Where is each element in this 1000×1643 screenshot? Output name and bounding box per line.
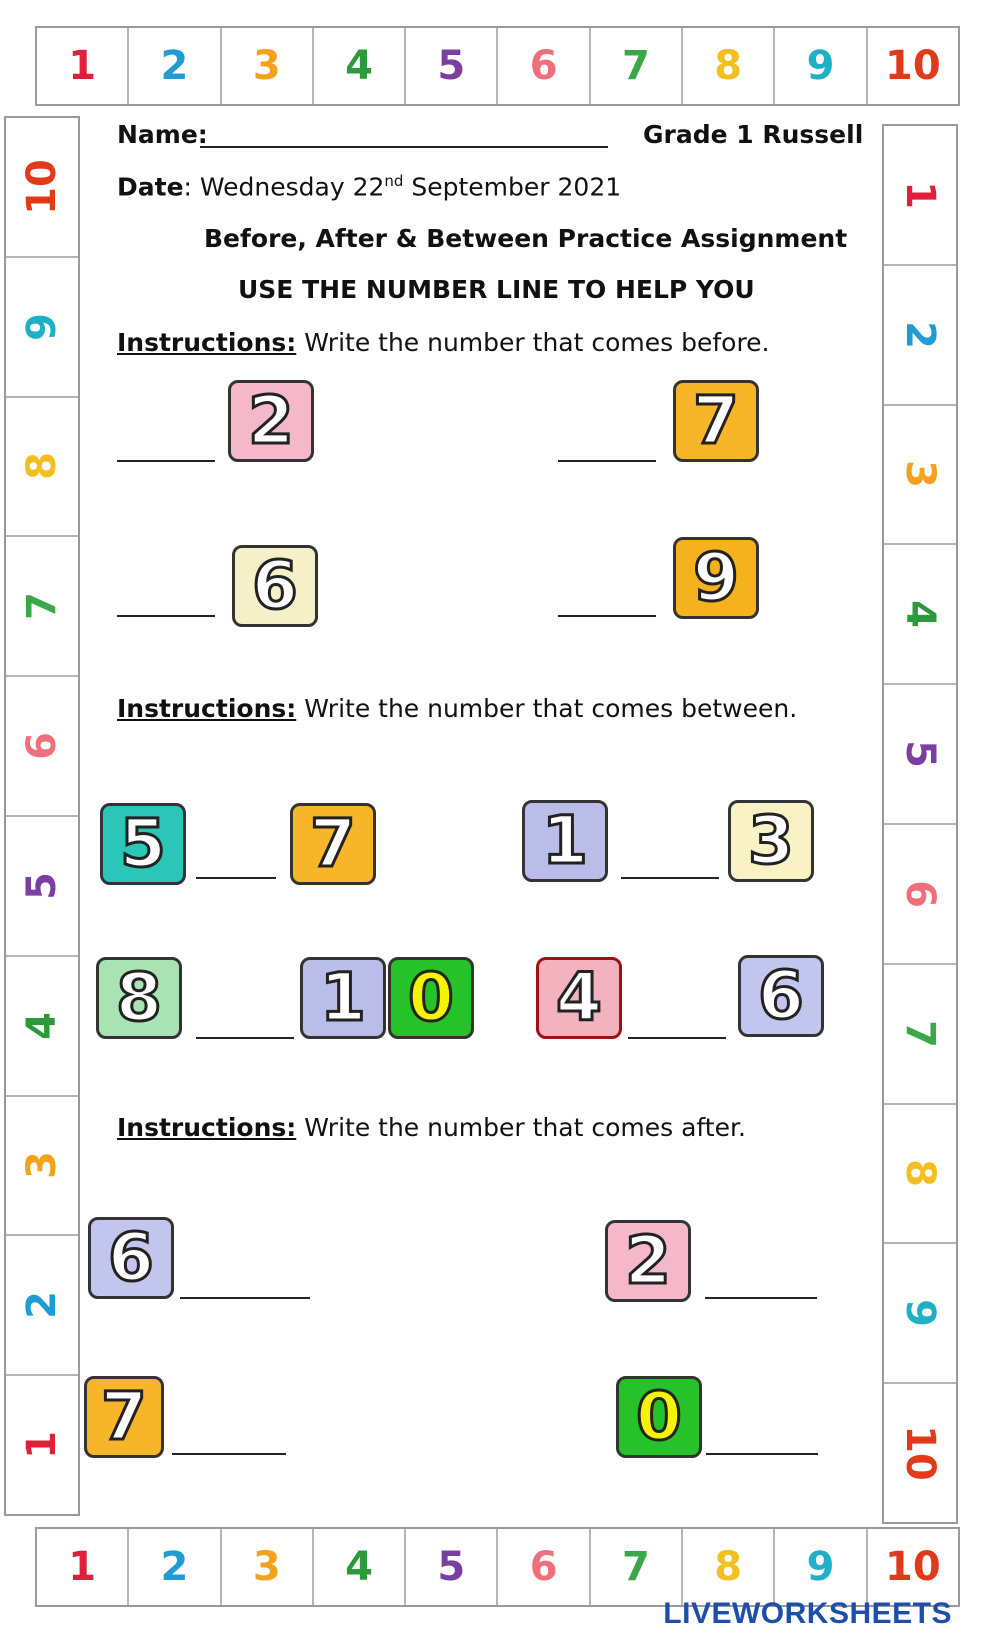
number-label: 7 (622, 43, 650, 89)
number-label: 5 (437, 1544, 466, 1590)
number-label: 6 (19, 732, 65, 760)
number-tile (616, 1376, 702, 1458)
tile-number: 5 (120, 805, 166, 882)
date-line (117, 172, 621, 201)
number-cell (222, 1529, 314, 1605)
number-tile (100, 803, 186, 885)
number-cell (884, 1384, 956, 1522)
number-tile (673, 537, 759, 619)
page-subtitle: USE THE NUMBER LINE TO HELP YOU (238, 275, 755, 304)
number-label: 3 (19, 1151, 65, 1180)
bottom-number-strip (35, 1527, 960, 1607)
number-cell (6, 118, 78, 258)
number-cell (683, 28, 775, 104)
number-label: 2 (897, 320, 943, 349)
answer-blank[interactable] (558, 615, 656, 617)
instructions-label: Instructions: (117, 694, 297, 723)
tile-number: 2 (248, 382, 294, 459)
number-label: 10 (18, 159, 65, 215)
number-tile (84, 1376, 164, 1458)
number-label: 1 (68, 43, 97, 89)
number-cell (683, 1529, 775, 1605)
number-cell (6, 957, 78, 1097)
number-cell (868, 28, 958, 104)
name-label: Name: (117, 120, 208, 149)
number-label: 1 (68, 1544, 97, 1590)
tile-number: 1 (542, 802, 588, 879)
number-tile (232, 545, 318, 627)
number-cell (884, 1105, 956, 1245)
number-label: 8 (19, 452, 65, 481)
tile-number: 7 (310, 805, 356, 882)
number-cell (498, 28, 590, 104)
number-label: 3 (897, 460, 943, 489)
top-number-strip (35, 26, 960, 106)
number-cell (406, 1529, 498, 1605)
answer-blank[interactable] (621, 877, 719, 879)
number-cell (6, 398, 78, 538)
number-tile (673, 380, 759, 462)
number-cell (884, 406, 956, 546)
answer-blank[interactable] (196, 1037, 294, 1039)
number-label: 7 (897, 1019, 943, 1048)
answer-blank[interactable] (705, 1297, 817, 1299)
number-cell (129, 28, 221, 104)
number-cell (775, 28, 867, 104)
left-number-strip (4, 116, 80, 1516)
number-label: 5 (897, 740, 943, 768)
number-cell (884, 965, 956, 1105)
number-cell (6, 258, 78, 398)
number-label: 5 (19, 871, 65, 900)
number-label: 4 (345, 1544, 373, 1590)
tile-number: 6 (758, 957, 804, 1034)
number-tile (728, 800, 814, 882)
number-label: 10 (884, 1544, 941, 1590)
name-field[interactable] (200, 146, 608, 148)
number-label: 1 (19, 1431, 65, 1459)
number-tile (290, 803, 376, 885)
instructions-text: Write the number that comes before. (296, 328, 770, 357)
liveworksheets-logo (663, 1597, 952, 1631)
tile-number: 9 (693, 539, 739, 616)
number-label: 4 (897, 600, 943, 629)
answer-blank[interactable] (558, 460, 656, 462)
instructions-between (117, 694, 797, 723)
right-number-strip (882, 124, 958, 1524)
number-cell (884, 545, 956, 685)
number-tile (605, 1220, 691, 1302)
number-cell (314, 28, 406, 104)
instructions-label: Instructions: (117, 1113, 297, 1142)
answer-blank[interactable] (172, 1453, 286, 1455)
number-tile (228, 380, 314, 462)
number-tile (388, 957, 474, 1039)
number-cell (884, 825, 956, 965)
answer-blank[interactable] (196, 877, 276, 879)
tile-number: 1 (320, 959, 366, 1036)
date-value-rest: September 2021 (403, 172, 622, 202)
number-tile (88, 1217, 174, 1299)
number-cell (6, 1376, 78, 1514)
instructions-text: Write the number that comes after. (296, 1113, 746, 1142)
number-label: 4 (19, 1011, 65, 1040)
answer-blank[interactable] (117, 460, 215, 462)
number-label: 6 (529, 1544, 558, 1590)
number-tile (96, 957, 182, 1039)
tile-number: 4 (556, 959, 602, 1036)
page-title: Before, After & Between Practice Assignment (204, 224, 848, 253)
number-cell (884, 266, 956, 406)
number-label: 2 (160, 43, 189, 89)
number-cell (6, 1097, 78, 1237)
answer-blank[interactable] (180, 1297, 310, 1299)
number-cell (406, 28, 498, 104)
answer-blank[interactable] (628, 1037, 726, 1039)
number-label: 7 (19, 592, 65, 621)
number-tile (522, 800, 608, 882)
number-cell (591, 28, 683, 104)
number-cell (6, 537, 78, 677)
number-tile (300, 957, 386, 1039)
tile-number: 0 (408, 959, 454, 1036)
tile-number: 0 (636, 1378, 682, 1455)
instructions-after (117, 1113, 746, 1142)
instructions-before (117, 328, 770, 357)
number-cell (6, 677, 78, 817)
instructions-text: Write the number that comes between. (296, 694, 798, 723)
answer-blank[interactable] (117, 615, 215, 617)
number-label: 3 (252, 43, 281, 89)
number-cell (498, 1529, 590, 1605)
tile-number: 7 (693, 382, 739, 459)
logo-text: LIVEWORKSHEETS (663, 1597, 952, 1630)
number-tile (738, 955, 824, 1037)
number-label: 9 (806, 43, 835, 89)
number-label: 1 (897, 180, 943, 209)
number-cell (129, 1529, 221, 1605)
number-label: 9 (897, 1299, 943, 1328)
date-label: Date (117, 172, 184, 202)
tile-number: 3 (748, 802, 794, 879)
number-label: 4 (345, 43, 373, 89)
number-label: 3 (252, 1544, 281, 1590)
number-cell (222, 28, 314, 104)
number-label: 10 (884, 43, 941, 89)
number-label: 7 (622, 1544, 650, 1590)
number-cell (6, 1236, 78, 1376)
date-value: : Wednesday 22 (183, 172, 385, 202)
number-cell (884, 685, 956, 825)
tile-number: 8 (116, 959, 162, 1036)
number-label: 6 (897, 879, 943, 908)
number-cell (868, 1529, 958, 1605)
number-label: 8 (714, 1544, 743, 1590)
number-label: 10 (896, 1425, 943, 1481)
number-cell (37, 28, 129, 104)
number-cell (591, 1529, 683, 1605)
number-label: 2 (160, 1544, 189, 1590)
number-label: 9 (19, 312, 65, 341)
number-cell (775, 1529, 867, 1605)
number-tile (536, 957, 622, 1039)
number-label: 9 (806, 1544, 835, 1590)
number-cell (314, 1529, 406, 1605)
tile-number: 6 (252, 547, 298, 624)
number-cell (884, 1244, 956, 1384)
tile-number: 2 (625, 1222, 671, 1299)
number-label: 2 (19, 1291, 65, 1320)
tile-number: 6 (108, 1219, 154, 1296)
grade-label: Grade 1 Russell (643, 120, 864, 149)
answer-blank[interactable] (706, 1453, 818, 1455)
instructions-label: Instructions: (117, 328, 297, 357)
number-cell (884, 126, 956, 266)
number-label: 5 (437, 43, 466, 89)
tile-number: 7 (101, 1378, 147, 1455)
number-cell (6, 817, 78, 957)
number-label: 8 (897, 1159, 943, 1188)
number-label: 8 (714, 43, 743, 89)
number-cell (37, 1529, 129, 1605)
number-label: 6 (529, 43, 558, 89)
date-suffix: nd (384, 172, 404, 190)
